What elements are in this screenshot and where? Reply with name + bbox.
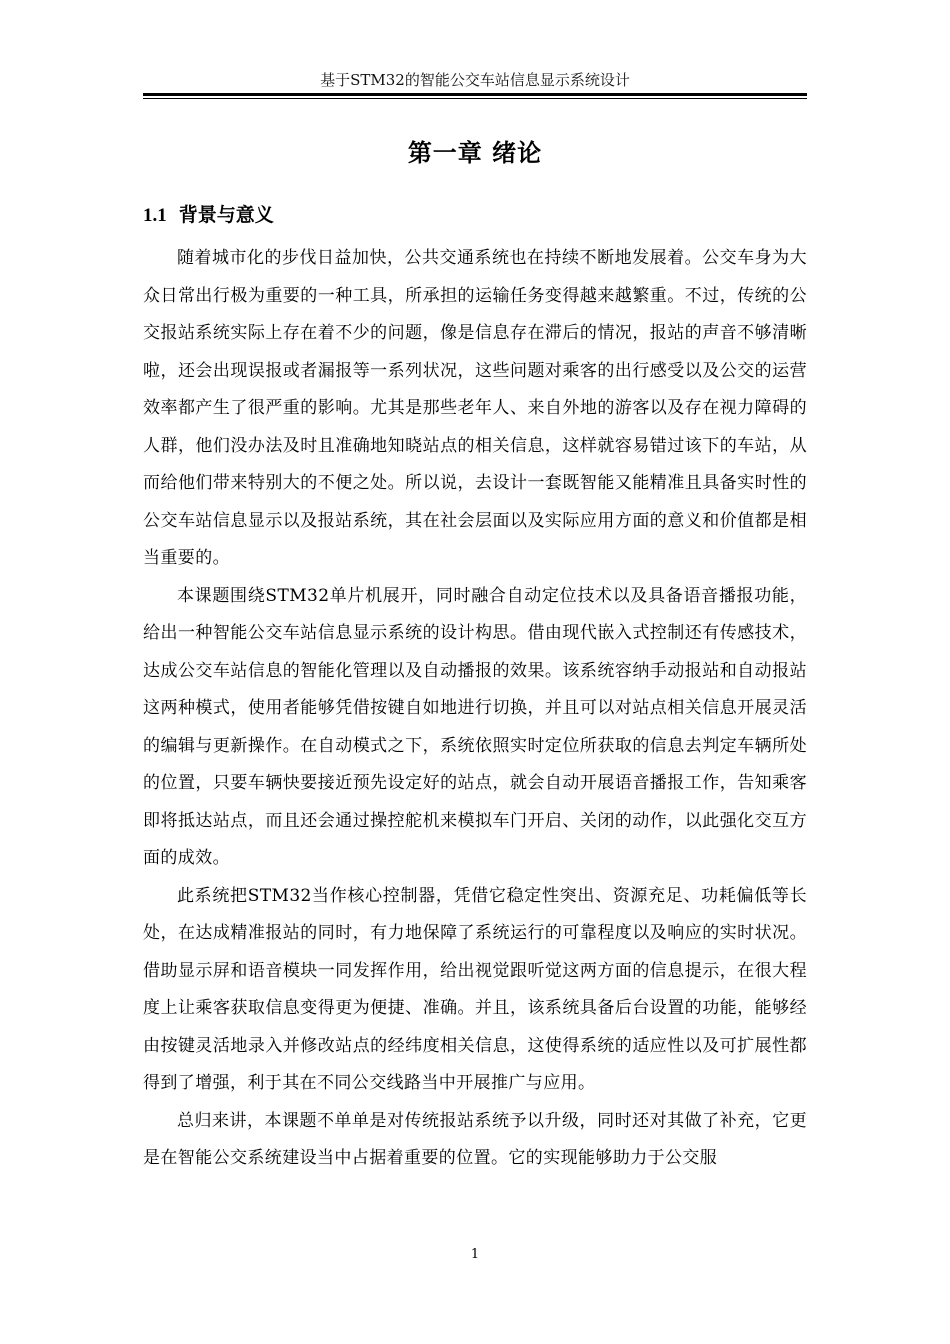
paragraph-2: 本课题围绕STM32单片机展开，同时融合自动定位技术以及具备语音播报功能，给出一种智能公交车站信息显示系统的设计构思。借由现代嵌入式控制还有传感技术，达成公交车站信息的智能化管理以及自动播报的效果。该系统容纳手动报站和自动报站这两种模式，使用者能够凭借按键自如地进行切换，并且可以对站点相关信息开展灵活的编辑与更新操作。在自动模式之下，系统依照实时定位所获取的信息去判定车辆所处的位置，只要车辆快要接近预先设定好的站点，就会自动开展语音播报工作，告知乘客即将抵达站点，而且还会通过操控舵机来模拟车门开启、关闭的动作，以此强化交互方面的成效。 (143, 585, 807, 868)
section-number: 1.1 (143, 205, 167, 226)
chapter-title: 第一章 绪论 (407, 139, 543, 167)
running-header: 基于STM32的智能公交车站信息显示系统设计 (320, 71, 630, 89)
header-rule-thin (143, 98, 807, 99)
paragraph-1: 随着城市化的步伐日益加快，公共交通系统也在持续不断地发展着。公交车身为大众日常出行极为重要的一种工具，所承担的运输任务变得越来越繁重。不过，传统的公交报站系统实际上存在着不少的问题，像是信息存在滞后的情况，报站的声音不够清晰啦，还会出现误报或者漏报等一系列状况，这些问题对乘客的出行感受以及公交的运营效率都产生了很严重的影响。尤其是那些老年人、来自外地的游客以及存在视力障碍的人群，他们没办法及时且准确地知晓站点的相关信息，这样就容易错过该下的车站，从而给他们带来特别大的不便之处。所以说，去设计一套既智能又能精准且具备实时性的公交车站信息显示以及报站系统，其在社会层面以及实际应用方面的意义和价值都是相当重要的。 (143, 248, 807, 568)
section-title: 背景与意义 (178, 204, 274, 226)
paragraph-3: 此系统把STM32当作核心控制器，凭借它稳定性突出、资源充足、功耗偏低等长处，在达成精准报站的同时，有力地保障了系统运行的可靠程度以及响应的实时状况。借助显示屏和语音模块一同发挥作用，给出视觉跟听觉这两方面的信息提示，在很大程度上让乘客获取信息变得更为便捷、准确。并且，该系统具备后台设置的功能，能够经由按键灵活地录入并修改站点的经纬度相关信息，这使得系统的适应性以及可扩展性都得到了增强，利于其在不同公交线路当中开展推广与应用。 (143, 885, 807, 1093)
page-number: 1 (470, 1247, 480, 1262)
paragraph-4: 总归来讲，本课题不单单是对传统报站系统予以升级，同时还对其做了补充，它更是在智能公交系统建设当中占据着重要的位置。它的实现能够助力于公交服 (143, 1110, 807, 1168)
header-rule (143, 93, 807, 96)
section-heading (143, 200, 274, 231)
body-text (143, 240, 807, 1178)
